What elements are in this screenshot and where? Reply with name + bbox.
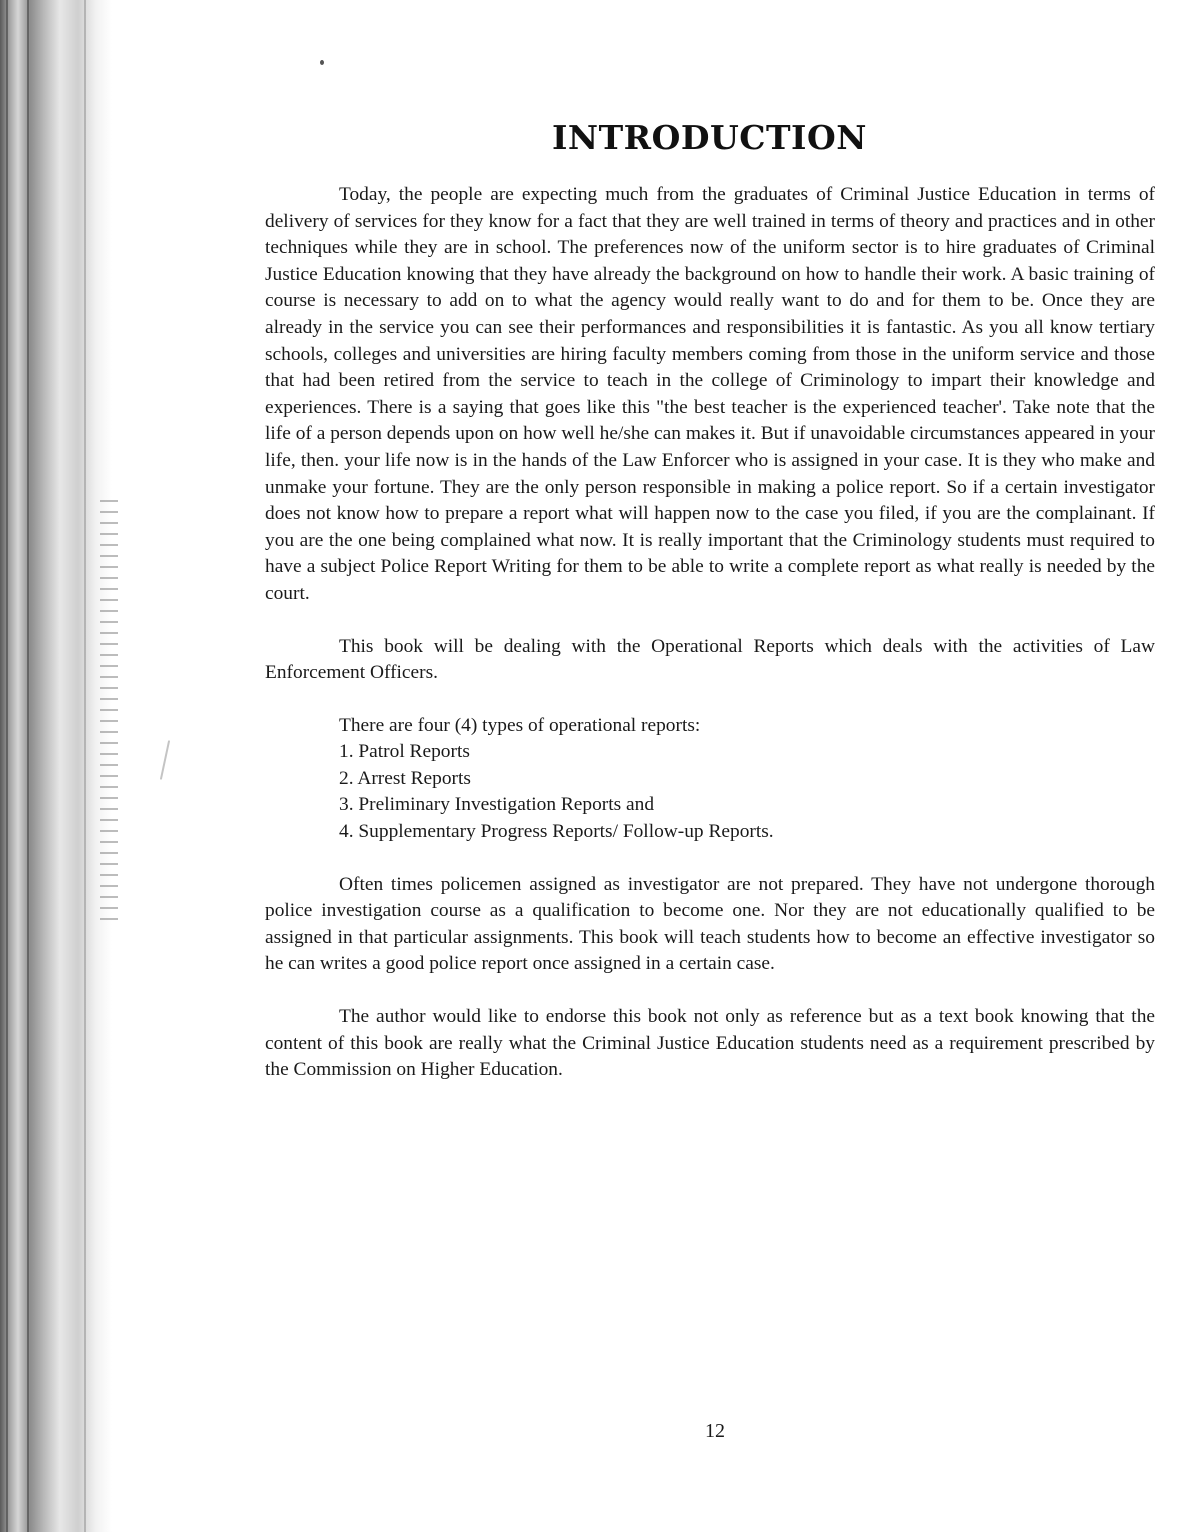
paragraph-intro: Today, the people are expecting much from the graduates of Criminal Justice Education in terms of delivery of services for they know for a fact that they are well trained in terms of theory and practices and in other techniques while they are in school. The preferences now of the uniform sector is to hire graduates of Criminal Justice Education knowing that they have already the background on how to handle their work. A basic training of course is necessary to add on to what the agency would really want to do and for them to be. Once they are already in the service you can see their performances and responsibilities it is fantastic. As you all know tertiary schools, colleges and universities are hiring faculty members coming from those in the uniform service and those that had been retired from the service to teach in the college of Criminology to impart their knowledge and experiences. There is a saying that goes like this "the best teacher is the experienced teacher'. Take note that the life of a person depends upon on how well he/she can makes it. But if unavoidable circumstances appeared in your life, then. your life now is in the hands of the Law Enforcer who is assigned in your case. It is they who make and unmake your fortune. They are the only person responsible in making a police report. So if a certain investigator does not know how to prepare a report what will happen now to the case you filed, if you are the complainant. If you are the one being complained what now. It is really important that the Criminology students must required to have a subject Police Report Writing for them to be able to write a complete report as what really is needed by the court. [265, 184, 1155, 604]
paragraph-scope: This book will be dealing with the Operational Reports which deals with the activities of Law Enforcement Officers. [265, 635, 1155, 684]
spine-shadow-line [27, 0, 29, 1532]
book-spine-edge [0, 0, 112, 1532]
list-item: 3. Preliminary Investigation Reports and [339, 794, 655, 816]
binding-marks [100, 500, 118, 920]
body-text [265, 182, 1155, 1110]
report-types-lead: There are four (4) types of operational reports: [339, 714, 701, 736]
scan-speck [320, 60, 324, 65]
spine-shadow-line [6, 0, 8, 1532]
list-item: 1. Patrol Reports [339, 741, 470, 763]
report-types-items [339, 739, 1155, 845]
spine-shadow-line [84, 0, 86, 1532]
paragraph-investigators: Often times policemen assigned as investigator are not prepared. They have not undergone thorough police investigation course as a qualification to become one. Nor they are not educationally qualified to be assigned in that particular assignments. This book will teach students how to become an effective investigator so he can writes a good police report once assigned in a certain case. [265, 873, 1155, 975]
page-title: INTRODUCTION [552, 118, 867, 157]
paragraph-endorsement: The author would like to endorse this book not only as reference but as a text book knowing that the content of this book are really what the Criminal Justice Education students need as a requirement prescribed by the Commission on Higher Education. [265, 1006, 1155, 1081]
list-item: 4. Supplementary Progress Reports/ Follow-up Reports. [339, 821, 774, 843]
list-item: 2. Arrest Reports [339, 767, 471, 789]
report-types-list [265, 713, 1155, 846]
page-number: 12 [705, 1420, 725, 1442]
scan-speck [160, 740, 170, 780]
